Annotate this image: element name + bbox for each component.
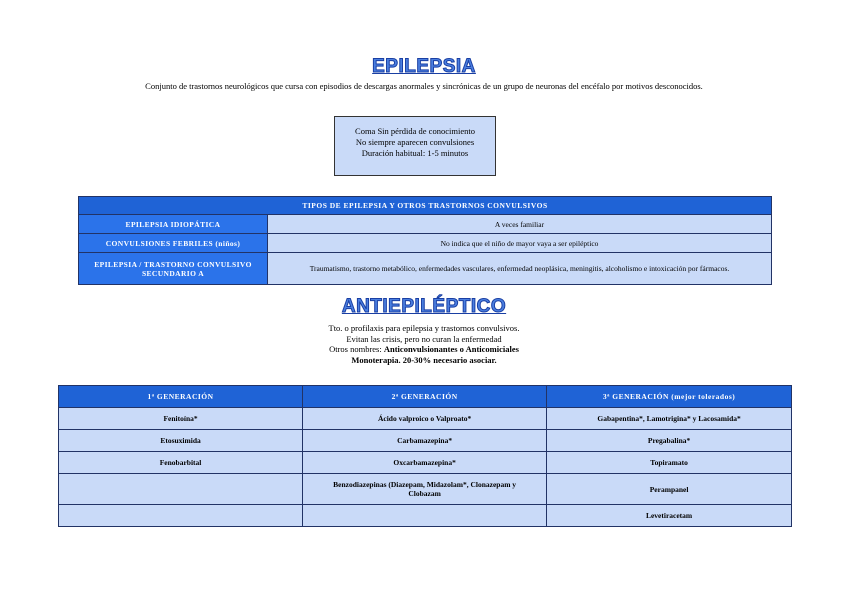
anti-line: Tto. o profilaxis para epilepsia y trastornos convulsivos. (328, 323, 520, 333)
gen-header: 3ª GENERACIÓN (mejor tolerados) (547, 386, 792, 408)
gen-cell: Oxcarbamazepina* (303, 452, 547, 474)
gen-cell: Levetiracetam (547, 505, 792, 527)
box-line: Coma Sin pérdida de conocimiento (355, 126, 475, 136)
table-row (59, 408, 792, 430)
type-value: A veces familiar (268, 215, 772, 234)
box-line: Duración habitual: 1-5 minutos (361, 148, 469, 158)
gen-cell: Pregabalina* (547, 430, 792, 452)
table-row (79, 234, 772, 253)
gen-cell (303, 505, 547, 527)
gen-cell: Ácido valproico o Valproato* (303, 408, 547, 430)
crisis-info-box (334, 116, 496, 176)
table-row (79, 215, 772, 234)
types-table (78, 196, 772, 285)
gen-cell: Benzodiazepinas (Diazepam, Midazolam*, Clonazepam y Clobazam (303, 474, 547, 505)
box-line: No siempre aparecen convulsiones (355, 137, 475, 147)
type-value: Traumatismo, trastorno metabólico, enfermedades vasculares, enfermedad neoplásica, meningitis, alcoholismo e intoxicación por fármacos. (268, 253, 772, 285)
gen-cell (59, 505, 303, 527)
table-row (59, 430, 792, 452)
gen-cell: Carbamazepina* (303, 430, 547, 452)
type-label: CONVULSIONES FEBRILES (niños) (79, 234, 268, 253)
anti-line (0, 344, 848, 355)
table-row (59, 505, 792, 527)
table-row (59, 452, 792, 474)
epilepsia-title: EPILEPSIA (372, 56, 476, 77)
gen-cell (59, 474, 303, 505)
table-row (79, 253, 772, 285)
types-table-header: TIPOS DE EPILEPSIA Y OTROS TRASTORNOS CONVULSIVOS (79, 197, 772, 215)
antiepileptico-title: ANTIEPILÉPTICO (341, 296, 507, 317)
gen-cell: Fenobarbital (59, 452, 303, 474)
anti-line: Evitan las crisis, pero no curan la enfermedad (346, 333, 502, 344)
antiepileptico-description (0, 323, 848, 365)
anti-other-names: Anticonvulsionantes o Anticomiciales (383, 344, 519, 354)
anti-monoterapia: Monoterapia. 20-30% necesario asociar. (351, 354, 497, 365)
table-row (59, 474, 792, 505)
type-label: EPILEPSIA / TRASTORNO CONVULSIVO SECUNDARIO A (79, 253, 268, 285)
gen-header: 2ª GENERACIÓN (303, 386, 547, 408)
gen-header: 1ª GENERACIÓN (59, 386, 303, 408)
gen-cell: Fenitoína* (59, 408, 303, 430)
gen-cell: Gabapentina*, Lamotrigina* y Lacosamida* (547, 408, 792, 430)
gen-cell: Etosuximida (59, 430, 303, 452)
type-label: EPILEPSIA IDIOPÁTICA (79, 215, 268, 234)
generations-table (58, 385, 792, 527)
gen-cell: Perampanel (547, 474, 792, 505)
gen-cell: Topiramato (547, 452, 792, 474)
type-value: No indica que el niño de mayor vaya a ser epiléptico (268, 234, 772, 253)
epilepsia-intro: Conjunto de trastornos neurológicos que cursa con episodios de descargas anormales y sincrónicas de un grupo de neuronas del encéfalo por motivos desconocidos. (145, 81, 703, 91)
anti-prefix: Otros nombres: (329, 344, 384, 354)
anti-line (0, 355, 848, 366)
